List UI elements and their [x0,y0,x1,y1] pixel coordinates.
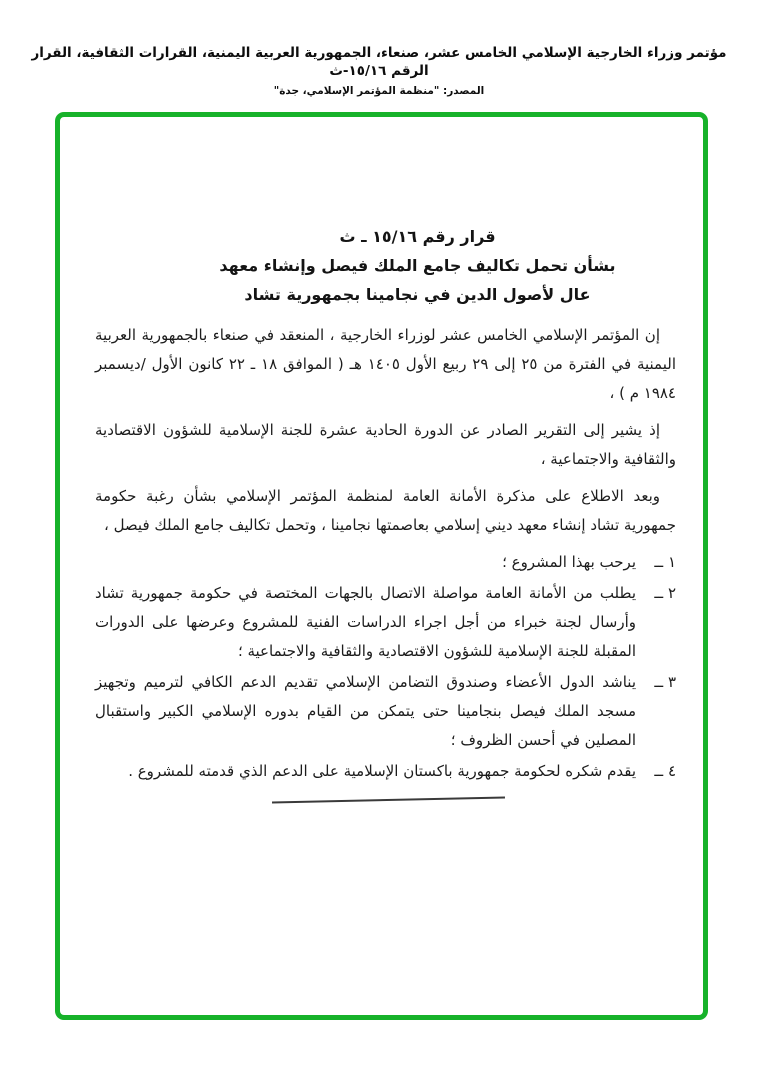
item-number: ٢ ــ [654,584,676,602]
item-text: يرحب بهذا المشروع ؛ [502,553,636,571]
preamble-paragraph: وبعد الاطلاع على مذكرة الأمانة العامة لمنظمة المؤتمر الإسلامي بشأن رغبة حكومة جمهورية تشاد إنشاء معهد ديني إسلامي بعاصمتها نجامينا ، وتحمل تكاليف جامع الملك فيصل ، [95,487,676,534]
item-text: يناشد الدول الأعضاء وصندوق التضامن الإسلامي تقديم الدعم الكافي لترميم وتجهيز مسجد الملك فيصل بنجامينا حتى يتمكن من القيام بدوره الإسلامي الكبير واستقبال المصلين في أحسن الظروف ؛ [95,673,636,749]
item-number: ٤ ــ [654,762,676,780]
resolution-subject-line-2: عال لأصول الدين في نجامينا بجمهورية تشاد [244,285,591,304]
item-number: ١ ــ [654,553,676,571]
resolution-title [127,222,708,309]
document-frame [55,112,708,1020]
resolution-subject-line-1: بشأن تحمل تكاليف جامع الملك فيصل وإنشاء معهد [219,256,616,275]
document-body [60,117,703,1015]
header [0,44,758,97]
resolution-item [95,579,676,666]
source-line: المصدر: "منظمة المؤتمر الإسلامي، جدة" [273,85,485,98]
preamble-paragraph: إذ يشير إلى التقرير الصادر عن الدورة الحادية عشرة للجنة الإسلامية للشؤون الاقتصادية والثقافية والاجتماعية ، [95,421,676,468]
resolution-number-line: قرار رقم ١٥/١٦ ـ ث [339,227,496,246]
item-text: يطلب من الأمانة العامة مواصلة الاتصال بالجهات المختصة في حكومة جمهورية تشاد وأرسال لجنة خبراء من أجل اجراء الدراسات الفنية للمشروع وعرضها على الدورات المقبلة للجنة الإسلامية للشؤون الاقتصادية والثقافية والاجتماعية ؛ [95,584,636,660]
resolution-item [95,668,676,755]
item-text: يقدم شكره لحكومة جمهورية باكستان الإسلامية على الدعم الذي قدمته للمشروع . [128,762,636,780]
header-citation: مؤتمر وزراء الخارجية الإسلامي الخامس عشر، صنعاء، الجمهورية العربية اليمنية، القرارات الثقافية، القرار الرقم ١٥/١٦-ث [31,45,727,80]
resolution-item [95,757,676,786]
preamble-paragraph: إن المؤتمر الإسلامي الخامس عشر لوزراء الخارجية ، المنعقد في صنعاء بالجمهورية العربية اليمنية في الفترة من ٢٥ إلى ٢٩ ربيع الأول ١٤٠٥ هـ ( الموافق ١٨ ـ ٢٢ كانون الأول /ديسمبر ١٩٨٤ م ) ، [95,326,676,402]
resolution-item [95,548,676,577]
item-number: ٣ ــ [654,673,676,691]
